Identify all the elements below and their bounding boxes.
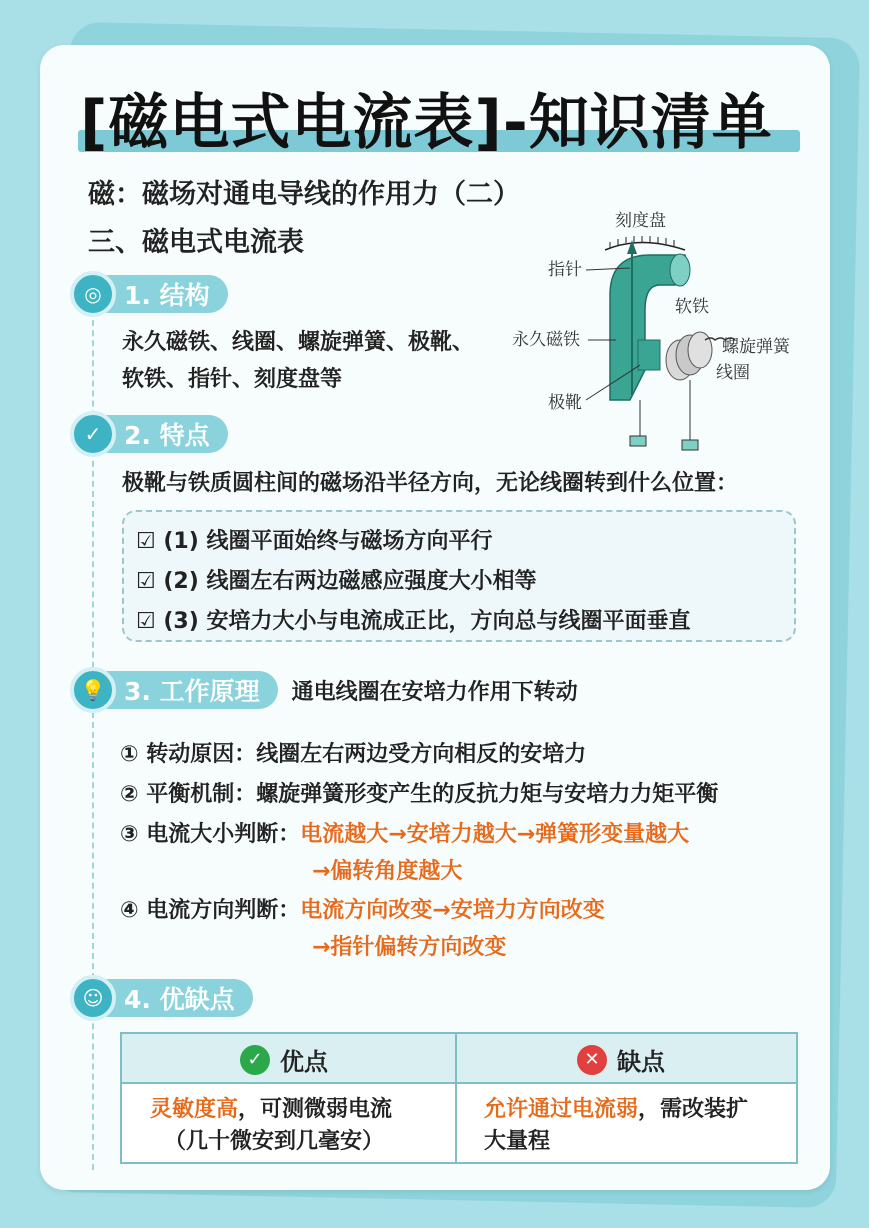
features-checklist <box>122 510 796 642</box>
label-spring: 螺旋弹簧 <box>722 337 790 357</box>
dial-ticks <box>610 236 674 248</box>
subtitle-topic: 磁：磁场对通电导线的作用力（二） <box>88 179 520 210</box>
principle-line-3 <box>120 817 689 853</box>
principle-line-3-value: 电流越大→安培力越大→弹簧形变量越大 <box>300 822 690 847</box>
principle-line-4-cont: →指针偏转方向改变 <box>312 935 507 960</box>
label-dial: 刻度盘 <box>615 211 666 231</box>
terminal-right <box>682 440 698 450</box>
soft-iron-cap <box>670 254 690 286</box>
galvanometer-diagram <box>510 200 810 460</box>
check-item-2: ☑ (2) 线圈左右两边磁感应强度大小相等 <box>136 569 537 594</box>
principle-line-2: ② 平衡机制：螺旋弹簧形变产生的反抗力矩与安培力力矩平衡 <box>120 782 719 807</box>
principle-line-3-label: ③ 电流大小判断： <box>120 822 301 847</box>
principle-summary: 通电线圈在安培力作用下转动 <box>291 679 578 705</box>
cons-text: ，需改装扩 <box>638 1097 749 1122</box>
table-divider <box>455 1034 457 1162</box>
shield-check-icon: ✓ <box>70 411 116 457</box>
pros-cell <box>150 1094 392 1158</box>
check-item-3: ☑ (3) 安培力大小与电流成正比，方向总与线圈平面垂直 <box>136 609 691 634</box>
section-proscons-header <box>70 976 253 1020</box>
label-magnet: 永久磁铁 <box>512 330 580 350</box>
principle-line-4-value: 电流方向改变→安培力方向改变 <box>300 898 605 923</box>
features-intro: 极靴与铁质圆柱间的磁场沿半径方向，无论线圈转到什么位置： <box>122 471 739 496</box>
section-features-title: 2. 特点 <box>98 415 228 453</box>
subtitle-section: 三、磁电式电流表 <box>88 227 304 258</box>
target-icon: ◎ <box>70 271 116 317</box>
section-structure-title: 1. 结构 <box>98 275 228 313</box>
structure-line-2: 软铁、指针、刻度盘等 <box>122 367 343 392</box>
page-title: [磁电式电流表]-知识清单 <box>80 88 773 158</box>
label-coil: 线圈 <box>716 363 750 383</box>
dial-arc <box>605 243 685 251</box>
principle-line-4 <box>120 893 605 929</box>
pros-text: ，可测微弱电流 <box>238 1097 393 1122</box>
check-circle-icon: ✓ <box>240 1045 270 1075</box>
pros-header-label: 优点 <box>280 1048 328 1076</box>
section-principle-header <box>70 668 578 712</box>
pros-header <box>240 1042 328 1077</box>
section-proscons-title: 4. 优缺点 <box>98 979 253 1017</box>
label-pointer: 指针 <box>548 260 582 280</box>
table-header-row <box>122 1034 796 1084</box>
label-soft-iron: 软铁 <box>675 297 709 317</box>
pros-text-2: （几十微安到几毫安） <box>164 1129 385 1154</box>
principle-line-1: ① 转动原因：线圈左右两边受方向相反的安培力 <box>120 742 587 767</box>
cons-text-2: 大量程 <box>484 1129 551 1154</box>
pole-shoe-shape <box>638 340 660 370</box>
pros-highlight: 灵敏度高 <box>150 1097 239 1122</box>
principle-line-3-cont: →偏转角度越大 <box>312 859 463 884</box>
cons-cell <box>484 1094 748 1158</box>
label-pole-shoe: 极靴 <box>548 393 582 413</box>
cons-header-label: 缺点 <box>617 1048 665 1076</box>
section-structure-header <box>70 272 228 316</box>
terminal-left <box>630 436 646 446</box>
check-item-1: ☑ (1) 线圈平面始终与磁场方向平行 <box>136 529 493 554</box>
section-features-header <box>70 412 228 456</box>
principle-line-4-label: ④ 电流方向判断： <box>120 898 301 923</box>
section-principle-title: 3. 工作原理 <box>98 671 278 709</box>
pros-cons-table <box>120 1032 798 1164</box>
cons-header <box>577 1042 665 1077</box>
lightbulb-icon: 💡 <box>70 667 116 713</box>
x-circle-icon: ✕ <box>577 1045 607 1075</box>
smile-icon: ☺ <box>70 975 116 1021</box>
cons-highlight: 允许通过电流弱 <box>484 1097 639 1122</box>
structure-line-1: 永久磁铁、线圈、螺旋弹簧、极靴、 <box>122 330 475 355</box>
